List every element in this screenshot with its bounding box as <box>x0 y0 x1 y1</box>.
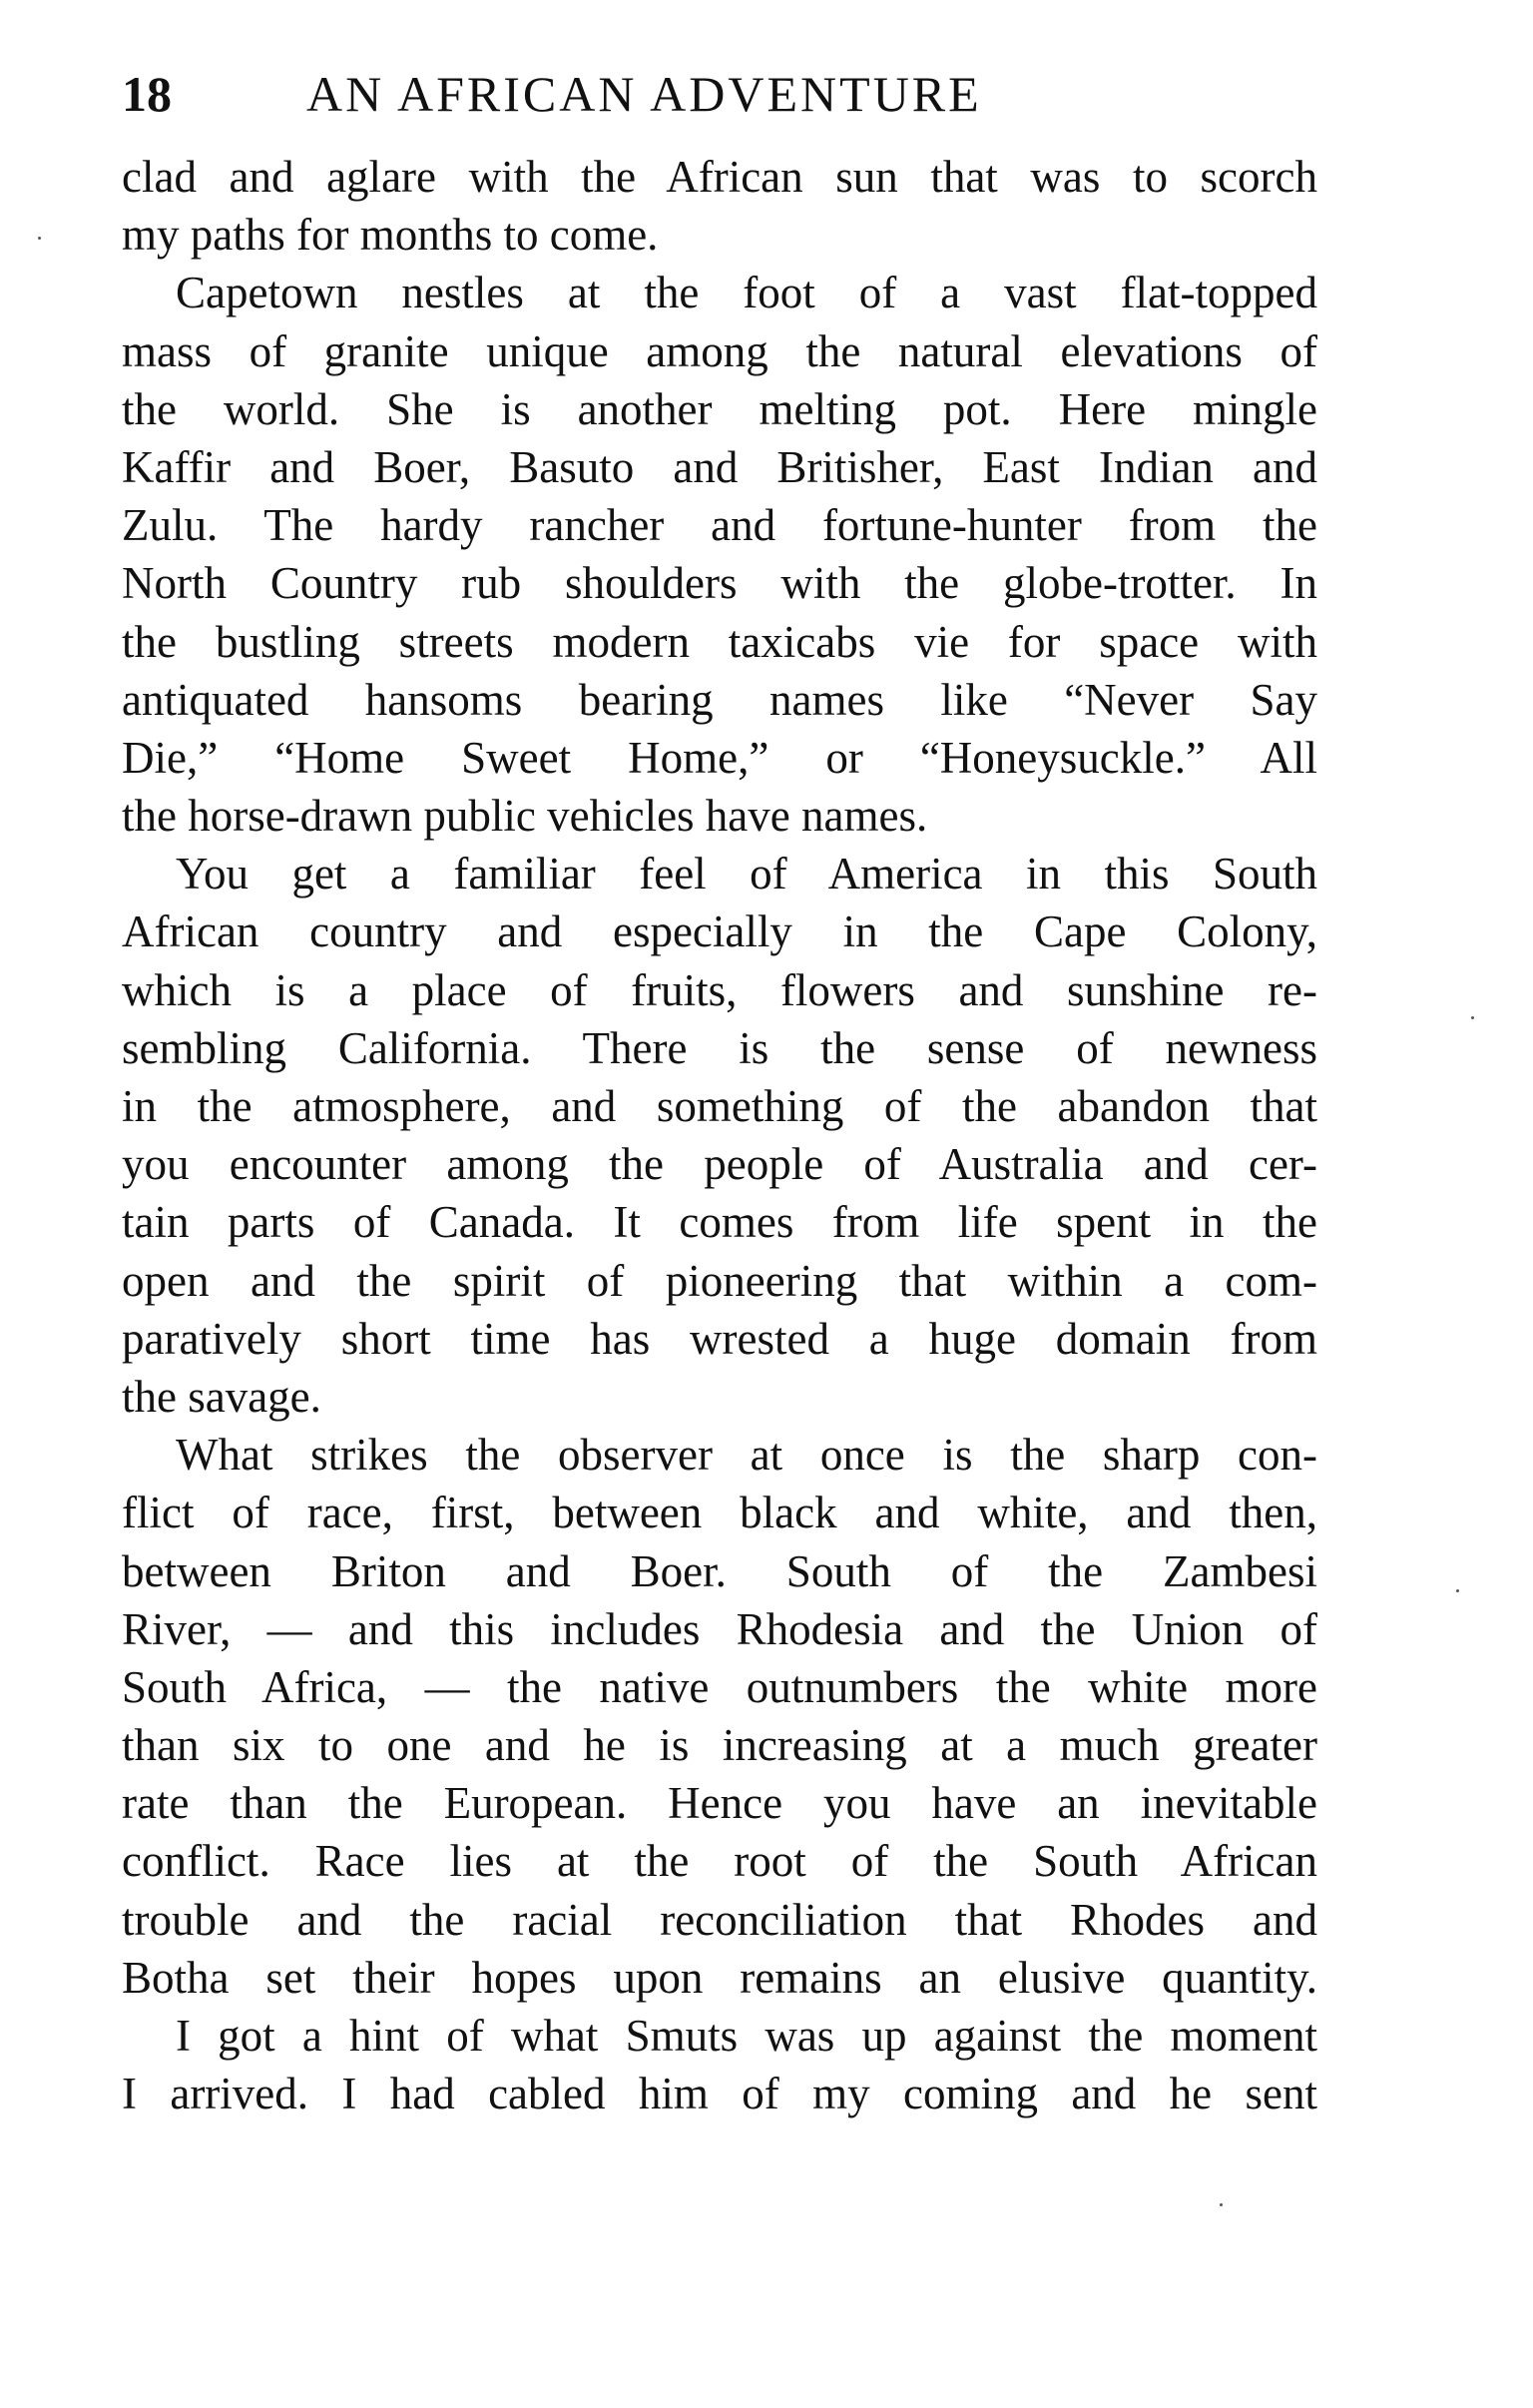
text-line: Die,” “Home Sweet Home,” or “Honeysuckle.” All <box>122 732 1317 783</box>
paragraph <box>122 148 1317 264</box>
text-line: Capetown nestles at the foot of a vast flat-topped <box>176 268 1317 318</box>
text-line: What strikes the observer at once is the sharp con- <box>176 1430 1317 1481</box>
text-line: You get a familiar feel of America in this South <box>176 849 1317 900</box>
text-line: I got a hint of what Smuts was up against the moment <box>176 2011 1317 2061</box>
text-line: conflict. Race lies at the root of the South African <box>122 1836 1317 1887</box>
scan-speck <box>1471 1016 1474 1019</box>
text-line: between Briton and Boer. South of the Zambesi <box>122 1545 1317 1596</box>
text-line: Kaffir and Boer, Basuto and Britisher, East Indian and <box>122 441 1317 492</box>
running-title: AN AFRICAN ADVENTURE <box>306 66 982 122</box>
text-line: clad and aglare with the African sun that was to scorch <box>122 152 1317 202</box>
body-text <box>122 148 1317 2122</box>
text-line: my paths for months to come. <box>122 210 659 261</box>
text-line: antiquated hansoms bearing names like “Never Say <box>122 674 1317 725</box>
scan-speck <box>38 237 41 240</box>
paragraph <box>122 2007 1317 2122</box>
running-head <box>122 62 1319 126</box>
text-line: than six to one and he is increasing at a much greater <box>122 1720 1317 1771</box>
text-line: the bustling streets modern taxicabs vie for space with <box>122 616 1317 667</box>
text-line: South Africa, — the native outnumbers the white more <box>122 1661 1317 1712</box>
text-line: Botha set their hopes upon remains an elusive quantity. <box>122 1952 1317 2003</box>
text-line: the savage. <box>122 1371 321 1422</box>
text-line: I arrived. I had cabled him of my coming and he sent <box>122 2069 1317 2119</box>
text-line: the world. She is another melting pot. Here mingle <box>122 383 1317 434</box>
page-number: 18 <box>122 66 172 122</box>
text-line: African country and especially in the Cape Colony, <box>122 906 1317 957</box>
text-line: open and the spirit of pioneering that within a com- <box>122 1255 1317 1306</box>
text-line: you encounter among the people of Australia and cer- <box>122 1139 1317 1190</box>
text-line: Zulu. The hardy rancher and fortune-hunter from the <box>122 500 1317 551</box>
text-line: paratively short time has wrested a huge domain from <box>122 1313 1317 1364</box>
text-line: in the atmosphere, and something of the abandon that <box>122 1081 1317 1131</box>
text-line: mass of granite unique among the natural elevations of <box>122 325 1317 376</box>
text-line: North Country rub shoulders with the globe-trotter. In <box>122 558 1317 609</box>
scan-speck <box>1456 1589 1459 1592</box>
text-line: rate than the European. Hence you have an inevitable <box>122 1778 1317 1829</box>
text-line: tain parts of Canada. It comes from life spent in the <box>122 1197 1317 1248</box>
text-line: trouble and the racial reconciliation that Rhodes and <box>122 1894 1317 1945</box>
text-line: which is a place of fruits, flowers and sunshine re- <box>122 964 1317 1015</box>
text-line: River, — and this includes Rhodesia and the Union of <box>122 1603 1317 1654</box>
paragraph <box>122 264 1317 845</box>
text-line: sembling California. There is the sense of newness <box>122 1022 1317 1073</box>
paragraph <box>122 1426 1317 2007</box>
text-line: flict of race, first, between black and white, and then, <box>122 1488 1317 1538</box>
scan-speck <box>1220 2203 1223 2206</box>
text-line: the horse-drawn public vehicles have names. <box>122 791 928 842</box>
paragraph <box>122 845 1317 1426</box>
